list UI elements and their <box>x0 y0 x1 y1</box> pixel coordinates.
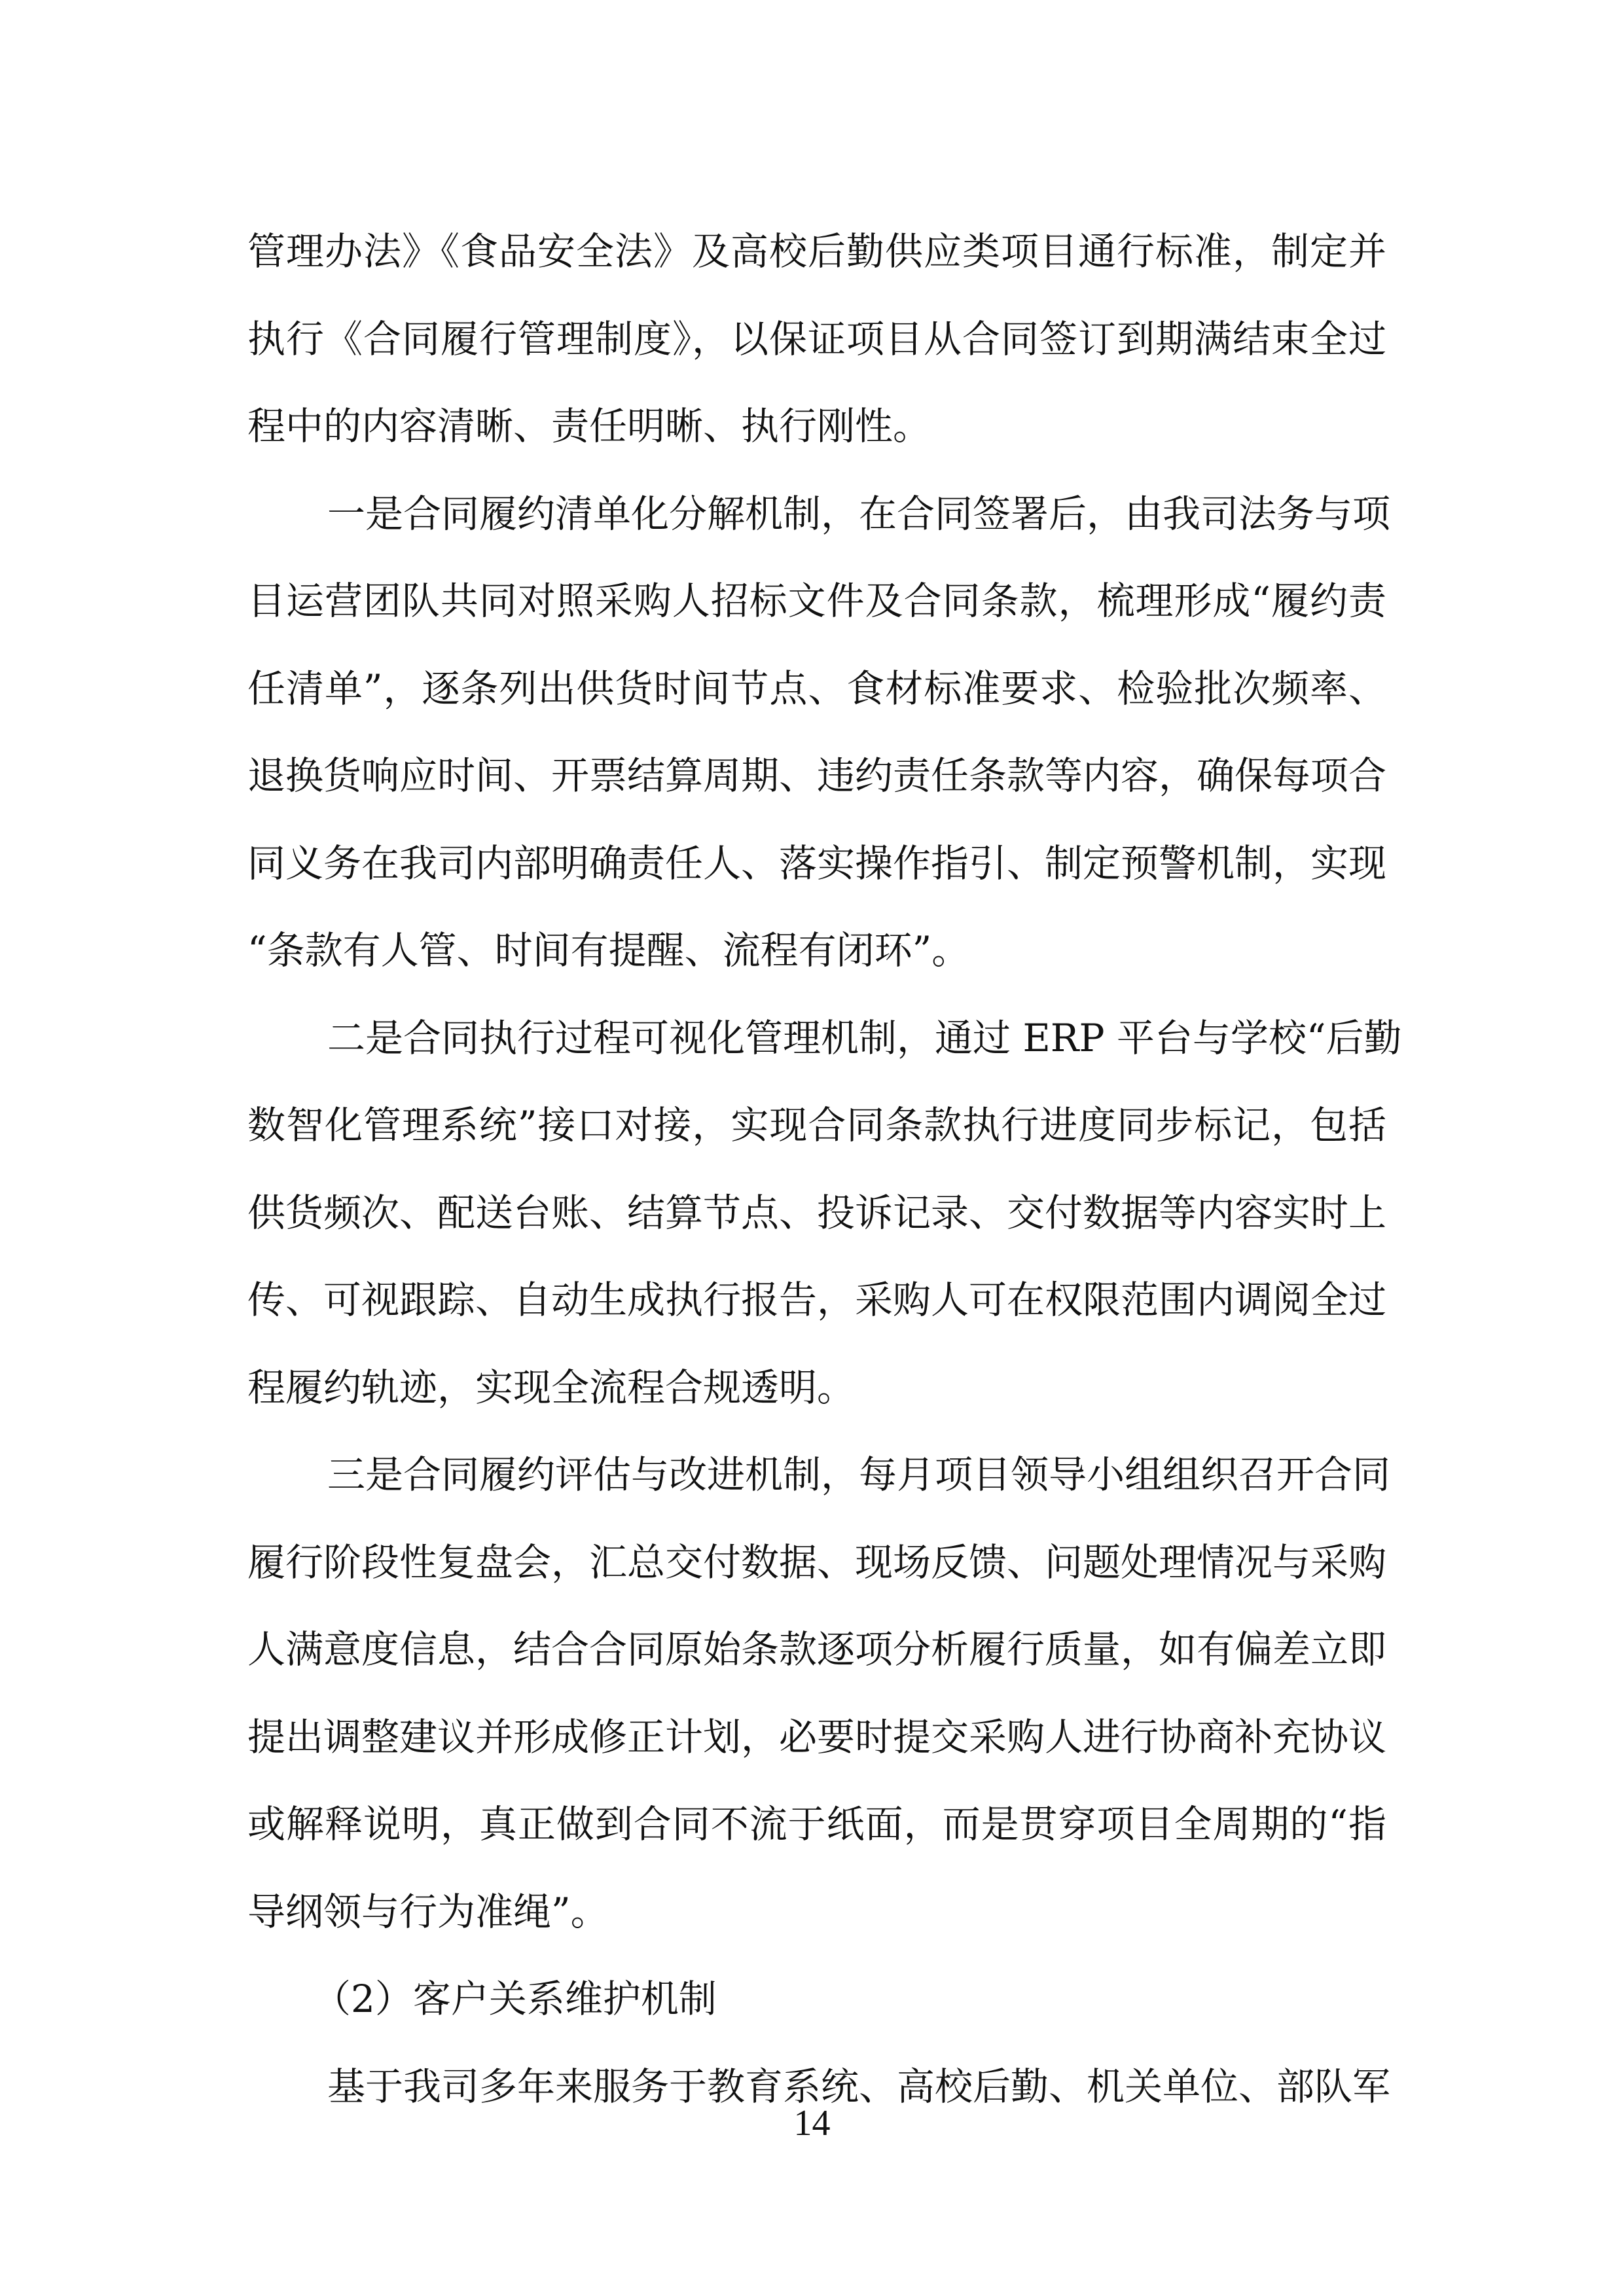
text-line: 传、可视跟踪、自动生成执行报告，采购人可在权限范围内调阅全过 <box>247 1278 1387 1322</box>
text-line: 导纲领与行为准绳”。 <box>247 1889 609 1934</box>
text-line: 履行阶段性复盘会，汇总交付数据、现场反馈、问题处理情况与采购 <box>247 1539 1387 1585</box>
section-heading: （2）客户关系维护机制 <box>313 1977 717 2021</box>
text-line: “条款有人管、时间有提醒、流程有闭环”。 <box>247 928 970 973</box>
text-line: 或解释说明，真正做到合同不流于纸面，而是贯穿项目全周期的“指 <box>247 1802 1386 1846</box>
text-line: 供货频次、配送台账、结算节点、投诉记录、交付数据等内容实时上 <box>247 1190 1387 1235</box>
text-line: 程履约轨迹，实现全流程合规透明。 <box>247 1365 856 1410</box>
paragraph-start-line: 二是合同执行过程可视化管理机制，通过 ERP 平台与学校“后勤 <box>327 1015 1402 1060</box>
paragraph-start-line: 基于我司多年来服务于教育系统、高校后勤、机关单位、部队军 <box>327 2064 1391 2109</box>
page-number: 14 <box>793 2103 831 2144</box>
text-line: 数智化管理系统”接口对接，实现合同条款执行进度同步标记，包括 <box>247 1103 1386 1147</box>
text-line: 任清单”，逐条列出供货时间节点、食材标准要求、检验批次频率、 <box>247 666 1386 711</box>
text-line: 执行《合同履行管理制度》，以保证项目从合同签订到期满结束全过 <box>247 316 1386 361</box>
text-line: 程中的内容清晰、责任明晰、执行刚性。 <box>247 404 931 448</box>
text-line: 同义务在我司内部明确责任人、落实操作指引、制定预警机制，实现 <box>247 840 1387 886</box>
paragraph-start-line: 三是合同履约评估与改进机制，每月项目领导小组组织召开合同 <box>327 1452 1391 1497</box>
body-text <box>247 208 1402 2130</box>
text-line: 目运营团队共同对照采购人招标文件及合同条款，梳理形成“履约责 <box>247 579 1386 623</box>
text-line: 提出调整建议并形成修正计划，必要时提交采购人进行协商补充协议 <box>247 1714 1387 1759</box>
paragraph-start-line: 一是合同履约清单化分解机制，在合同签署后，由我司法务与项 <box>327 491 1391 536</box>
text-line: 退换货响应时间、开票结算周期、违约责任条款等内容，确保每项合 <box>247 753 1387 798</box>
text-line: 管理办法》《食品安全法》及高校后勤供应类项目通行标准，制定并 <box>247 229 1386 274</box>
text-line: 人满意度信息，结合合同原始条款逐项分析履行质量，如有偏差立即 <box>247 1627 1387 1672</box>
